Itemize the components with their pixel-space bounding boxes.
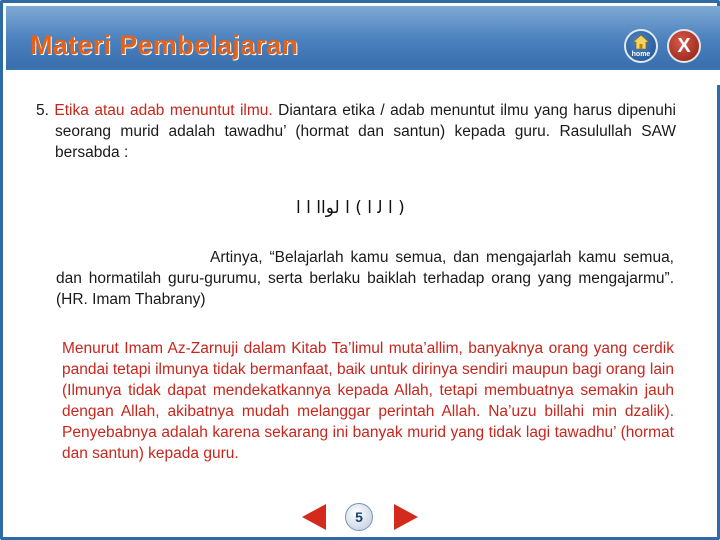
content-area <box>36 100 676 163</box>
zarnuji-quote: Menurut Imam Az-Zarnuji dalam Kitab Ta’limul muta’allim, banyaknya orang yang cerdik pandai tetapi ilmunya tidak bermanfaat, baik untuk dirinya sendiri maupun bagi orang lain (Ilmunya tidak dapat mendekatkannya kepada Allah, tetapi membuatnya semakin jauh dengan Allah, akibatnya mudah melanggar perintah Allah. Na’uzu billahi min dzalik). Penyebabnya adalah karena sekarang ini banyak murid yang tidak lagi tawadhu’ (hormat dan santun) kepada guru. <box>62 340 674 462</box>
point-heading: Etika atau adab menuntut ilmu. <box>54 102 273 119</box>
home-icon <box>633 35 649 49</box>
page-title: Materi Pembelajaran <box>30 30 299 60</box>
page-navigation <box>300 498 420 534</box>
point-text: Diantara etika / adab menuntut ilmu yang harus dipenuhi seorang murid adalah tawadhu’ (hormat dan santun) kepada guru. Rasulullah SAW bersabda : <box>55 102 676 161</box>
home-label: home <box>631 51 651 58</box>
page-number: 5 <box>345 503 373 531</box>
close-button[interactable]: X <box>667 29 701 63</box>
home-button[interactable] <box>624 29 658 63</box>
point-number: 5. <box>36 102 49 119</box>
header-band <box>6 68 720 85</box>
point-5-paragraph <box>36 100 676 163</box>
prev-arrow-icon[interactable] <box>302 504 326 530</box>
hadith-translation: Artinya, “Belajarlah kamu semua, dan mengajarlah kamu semua, dan hormatilah guru-gurumu, serta berlaku baiklah terhadap orang yang mengajarmu”. (HR. Imam Thabrany) <box>56 249 674 308</box>
next-arrow-icon[interactable] <box>394 504 418 530</box>
hadith-arabic: ( ا ﻟ ا ) ا ﻟﻮاا ا ا <box>296 198 405 218</box>
